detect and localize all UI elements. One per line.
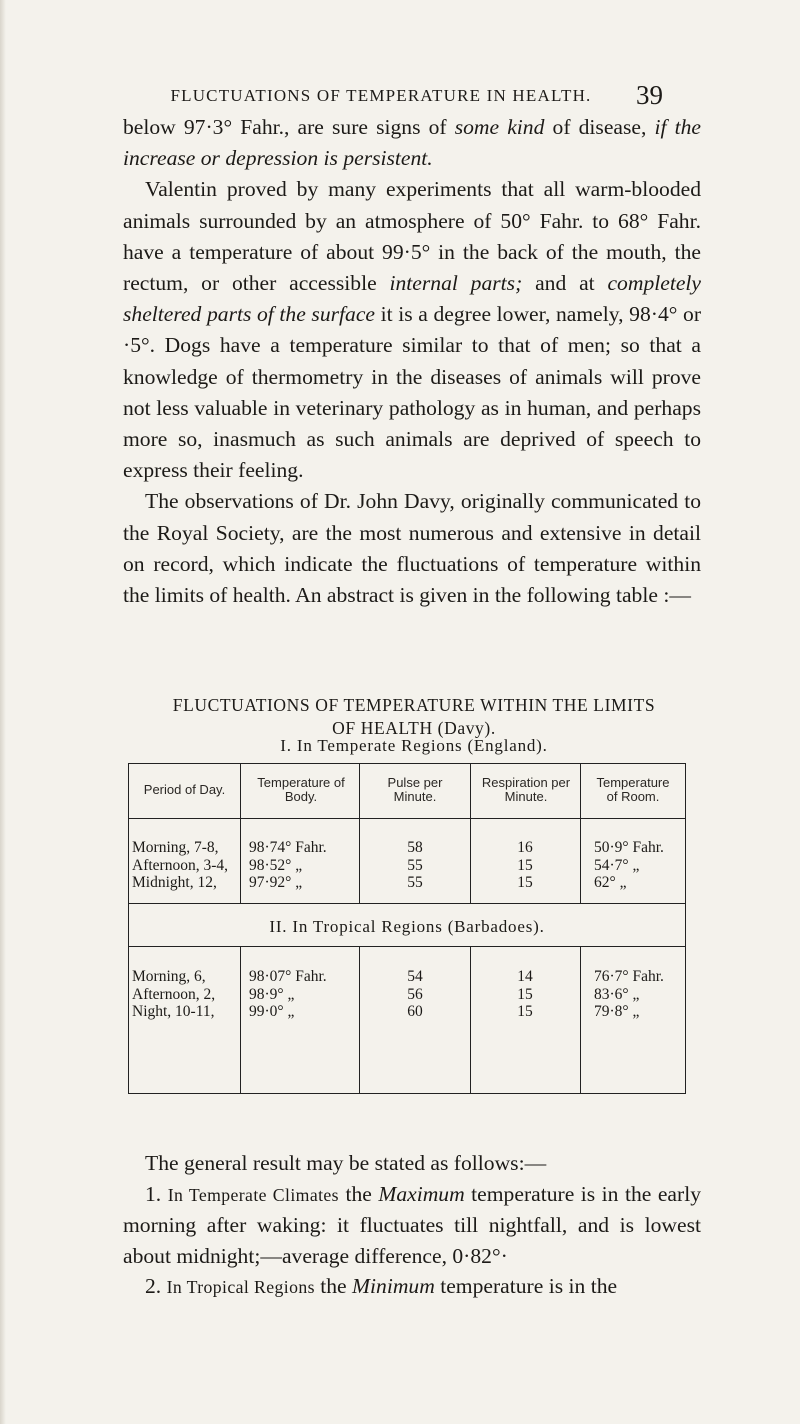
- temperate-resp-column: [487, 839, 563, 892]
- column-rule: [359, 946, 360, 1093]
- table-cell: Morning, 6,: [132, 968, 206, 985]
- table-cell: 76·7° Fahr.: [594, 968, 664, 985]
- davy-table: [128, 763, 686, 1094]
- column-rule: [580, 763, 581, 903]
- paragraph-3: The observations of Dr. John Davy, originally communicated to the Royal Society, are the most numerous and extensive in detail on record, which indicate the fluctuations of temperature within the limits of health. An abstract is given in the following table :—: [123, 489, 701, 608]
- table-cell: 15: [517, 1003, 533, 1020]
- column-rule: [240, 946, 241, 1093]
- table-cell: 15: [517, 874, 533, 891]
- table-cell: 15: [517, 985, 533, 1003]
- table-cell: 60: [407, 1003, 423, 1020]
- section-heading-temperate: I. In Temperate Regions (England).: [280, 736, 548, 755]
- tropical-room-column: [594, 968, 664, 1021]
- table-cell: 56: [407, 985, 423, 1003]
- table-cell: 14: [517, 968, 533, 985]
- table-title-line-1: FLUCTUATIONS OF TEMPERATURE WITHIN THE LIMITS: [172, 695, 656, 715]
- paragraph-1: below 97·3° Fahr., are sure signs of some kind of disease, if the increase or depression is persistent.: [123, 115, 701, 171]
- small-caps-heading: In Tropical Regions: [166, 1277, 315, 1297]
- paragraph-2: Valentin proved by many experiments that all warm-blooded animals surrounded by an atmosphere of 50° Fahr. to 68° Fahr. have a temperature of about 99·5° in the back of the mouth, the rectum, or other accessible internal parts; and at completely sheltered parts of the surface it is a degree lower, namely, 98·4° or ·5°. Dogs have a temperature similar to that of men; so that a knowledge of thermometry in the diseases of animals will prove not less valuable in veterinary pathology as in human, and perhaps more so, inasmuch as such animals are deprived of speech to express their feeling.: [123, 177, 702, 483]
- table-cell: 98·74° Fahr.: [249, 839, 327, 856]
- table-cell: 79·8° „: [594, 1003, 640, 1020]
- table-section2-rule: [129, 946, 685, 947]
- page-edge: [0, 0, 6, 1424]
- tropical-body-column: [249, 968, 327, 1021]
- table-cell: 54: [407, 968, 423, 985]
- column-header-room-temp: Temperature of Room.: [596, 775, 670, 804]
- table-cell: Night, 10-11,: [132, 1003, 215, 1020]
- column-rule: [240, 763, 241, 903]
- tropical-period-column: [132, 968, 215, 1021]
- table-header-rule: [129, 818, 685, 819]
- table-cell: 55: [407, 856, 423, 874]
- table-section-rule: [129, 903, 685, 904]
- conclusion-item-1: 1. In Temperate Climates the Maximum temperature is in the early morning after waking: it fluctuates till nightfall, and is lowest about midnight;—average difference, 0·82°·: [123, 1181, 701, 1268]
- temperate-period-column: [132, 839, 228, 892]
- body-text: [123, 112, 701, 611]
- column-header-body-temp: Temperature of Body.: [257, 775, 345, 804]
- column-rule: [359, 763, 360, 903]
- conclusion-text: [123, 1148, 701, 1303]
- temperate-pulse-column: [377, 839, 453, 892]
- table-cell: 99·0° „: [249, 1003, 295, 1020]
- small-caps-heading: In Temperate Climates: [167, 1184, 339, 1205]
- column-header-pulse: Pulse per Minute.: [387, 775, 443, 804]
- table-cell: 62° „: [594, 874, 627, 891]
- table-cell: 98·9° „: [249, 985, 295, 1003]
- page-number: 39: [636, 80, 663, 110]
- table-cell: 97·92° „: [249, 874, 303, 891]
- table-cell: 15: [517, 856, 533, 874]
- tropical-resp-column: [487, 968, 563, 1021]
- table-cell: 50·9° Fahr.: [594, 839, 664, 856]
- table-title-line-2: OF HEALTH (Davy).: [332, 718, 496, 738]
- column-header-respiration: Respiration per Minute.: [481, 775, 571, 804]
- table-cell: Midnight, 12,: [132, 874, 217, 891]
- column-header-period: Period of Day.: [143, 782, 226, 797]
- table-cell: 98·52° „: [249, 856, 303, 874]
- table-cell: 83·6° „: [594, 985, 640, 1003]
- table-title: [120, 694, 708, 740]
- table-cell: 54·7° „: [594, 856, 640, 874]
- table-cell: 55: [407, 874, 423, 891]
- conclusion-intro: The general result may be stated as follows:—: [145, 1151, 547, 1175]
- table-cell: 58: [407, 839, 423, 856]
- table-top-rule: [129, 763, 685, 764]
- running-title: FLUCTUATIONS OF TEMPERATURE IN HEALTH.: [170, 86, 592, 105]
- section-heading-tropical: II. In Tropical Regions (Barbadoes).: [269, 917, 545, 936]
- column-rule: [470, 946, 471, 1093]
- column-rule: [580, 946, 581, 1093]
- temperate-body-column: [249, 839, 327, 892]
- table-cell: 16: [517, 839, 533, 856]
- column-rule: [470, 763, 471, 903]
- table-cell: Afternoon, 3-4,: [132, 856, 228, 874]
- conclusion-item-2: 2. In Tropical Regions the Minimum temperature is in the: [145, 1274, 618, 1298]
- temperate-room-column: [594, 839, 664, 892]
- table-cell: Morning, 7-8,: [132, 839, 219, 856]
- table-cell: 98·07° Fahr.: [249, 968, 327, 985]
- table-cell: Afternoon, 2,: [132, 985, 216, 1003]
- tropical-pulse-column: [377, 968, 453, 1021]
